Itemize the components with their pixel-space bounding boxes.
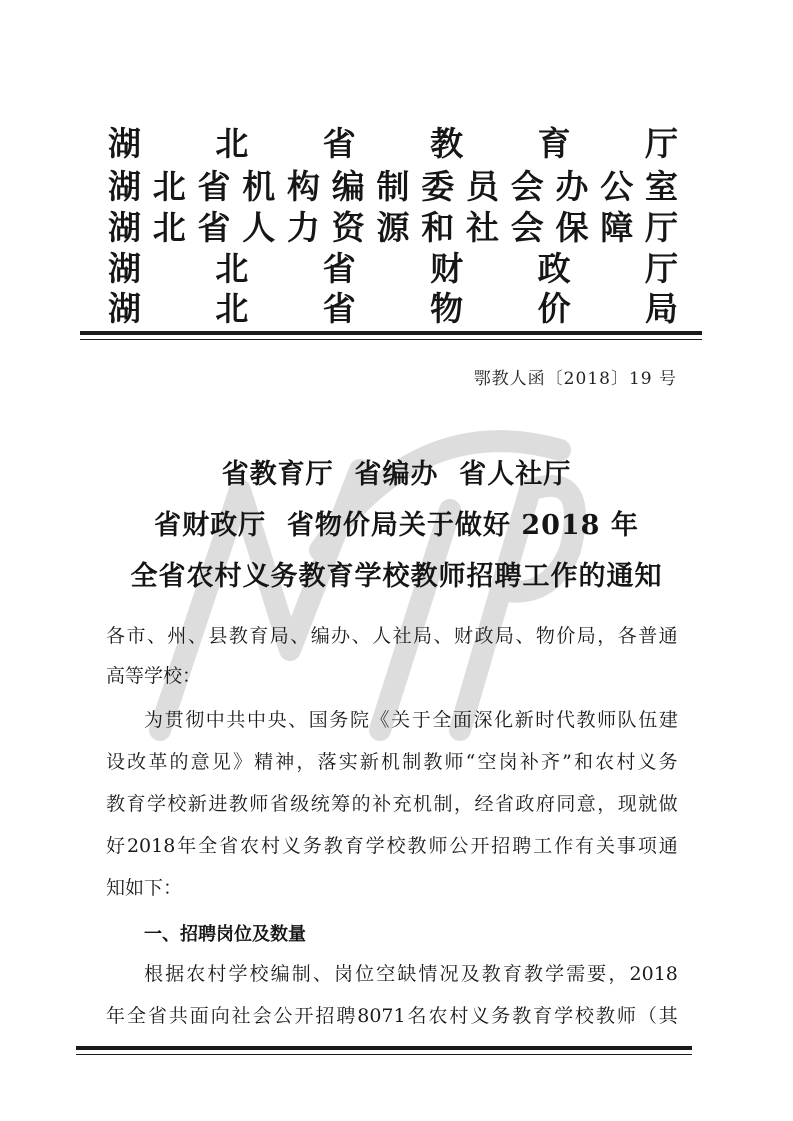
text-glyph: 招: [315, 1005, 335, 1027]
text-glyph: 经: [474, 793, 494, 815]
text-glyph: 全: [198, 835, 218, 857]
text-glyph: 通: [658, 625, 678, 647]
text-glyph: 村: [616, 751, 636, 773]
header-char: 价: [537, 289, 571, 328]
text-glyph: 义: [470, 1005, 490, 1027]
header-char: 湖: [108, 289, 141, 328]
text-glyph: 办: [331, 625, 351, 647]
text-glyph: 市: [126, 625, 146, 647]
text-glyph: 见: [211, 751, 231, 773]
text-glyph: 校: [249, 963, 269, 985]
text-glyph: ，: [296, 751, 316, 773]
text-glyph: 关: [391, 709, 411, 731]
header-char: 机: [242, 167, 276, 206]
text-glyph: 其: [658, 1005, 678, 1027]
text-glyph: 及: [460, 963, 480, 985]
text-glyph: 《: [370, 709, 390, 731]
title-line-3: 全省农村义务教育学校教师招聘工作的通知: [130, 561, 663, 592]
text-glyph: 政: [515, 793, 535, 815]
text-glyph: 2018: [629, 963, 678, 985]
text-glyph: 意: [190, 751, 210, 773]
header-char: 办: [555, 167, 589, 206]
text-glyph: 务: [329, 709, 349, 731]
text-glyph: 国: [308, 709, 328, 731]
text-glyph: 局: [494, 625, 514, 647]
text-glyph: 开: [470, 835, 490, 857]
text-glyph: 缺: [397, 963, 417, 985]
header-char: 北: [152, 167, 186, 206]
text-glyph: 育: [502, 963, 522, 985]
text-glyph: 编: [270, 963, 290, 985]
header-char: 厅: [644, 124, 678, 163]
text-glyph: 队: [617, 709, 637, 731]
text-glyph: 级: [290, 793, 310, 815]
text-glyph: 师: [597, 709, 617, 731]
text-glyph: 有: [575, 835, 595, 857]
text-glyph: 代: [555, 709, 575, 731]
text-glyph: 筹: [331, 793, 351, 815]
text-glyph: 通: [658, 835, 678, 857]
header-char: 和: [421, 208, 455, 247]
header-char: 教: [430, 124, 464, 163]
text-glyph: 师: [428, 835, 448, 857]
text-glyph: 物: [535, 625, 555, 647]
text-glyph: 事: [616, 835, 636, 857]
title-line-2: 省财政厅 省物价局关于做好 2018 年: [154, 510, 639, 541]
header-char: 省: [322, 124, 356, 163]
text-glyph: 政: [474, 625, 494, 647]
text-glyph: 神: [275, 751, 295, 773]
header-char: 厅: [644, 249, 678, 288]
header-char: 社: [466, 208, 499, 247]
text-glyph: ，: [597, 793, 617, 815]
text-glyph: 向: [210, 1005, 230, 1027]
text-glyph: 补: [372, 793, 392, 815]
text-glyph: 同: [556, 793, 576, 815]
header-char: 资: [331, 208, 365, 247]
header-char: 湖: [108, 208, 141, 247]
text-glyph: 局: [576, 625, 596, 647]
header-char: 省: [322, 289, 356, 328]
paragraph-1-line-5: 知如下：: [106, 877, 183, 899]
text-glyph: 教: [228, 625, 248, 647]
section-1-heading: 一、招聘岗位及数量: [144, 924, 306, 945]
text-glyph: 的: [169, 751, 189, 773]
text-glyph: 义: [281, 835, 301, 857]
text-glyph: 师: [249, 793, 269, 815]
text-glyph: 充: [392, 793, 412, 815]
text-glyph: 教: [595, 1005, 615, 1027]
text-glyph: 面: [452, 709, 472, 731]
paragraph-1-line-2: [106, 750, 678, 774]
header-org-line-2: [108, 169, 678, 205]
text-glyph: 年: [177, 835, 197, 857]
text-glyph: 务: [302, 835, 322, 857]
text-glyph: 落: [317, 751, 337, 773]
header-char: 财: [430, 249, 464, 288]
text-glyph: 学: [545, 963, 565, 985]
header-char: 省: [322, 249, 356, 288]
text-glyph: 进: [208, 793, 228, 815]
text-glyph: 据: [165, 963, 185, 985]
paragraph-2-line-2: [106, 1004, 678, 1028]
header-char: 委: [421, 167, 455, 206]
text-glyph: 务: [491, 1005, 511, 1027]
text-glyph: 义: [637, 751, 657, 773]
text-glyph: 空: [477, 751, 497, 773]
text-glyph: 教: [423, 751, 443, 773]
text-glyph: 、: [515, 625, 535, 647]
text-glyph: 教: [323, 835, 343, 857]
text-glyph: 好: [106, 835, 126, 857]
text-glyph: 教: [228, 793, 248, 815]
text-glyph: 时: [535, 709, 555, 731]
text-glyph: 省: [494, 793, 514, 815]
header-char: 省: [197, 167, 231, 206]
header-char: 湖: [108, 124, 141, 163]
text-glyph: 校: [575, 1005, 595, 1027]
text-glyph: 价: [556, 625, 576, 647]
text-glyph: 、: [290, 625, 310, 647]
header-char: 构: [287, 167, 320, 206]
text-glyph: 关: [595, 835, 615, 857]
text-glyph: 央: [267, 709, 287, 731]
text-glyph: 人: [372, 625, 392, 647]
text-glyph: 各: [617, 625, 637, 647]
text-glyph: 革: [148, 751, 168, 773]
text-glyph: 教: [512, 1005, 532, 1027]
header-char: 北: [215, 249, 249, 288]
text-glyph: 农: [186, 963, 206, 985]
header-char: 北: [152, 208, 186, 247]
text-glyph: ，: [597, 625, 617, 647]
header-char: 物: [430, 289, 464, 328]
text-glyph: 村: [260, 835, 280, 857]
header-char: 会: [510, 208, 544, 247]
text-glyph: 聘: [336, 1005, 356, 1027]
text-glyph: 财: [453, 625, 473, 647]
text-glyph: 制: [291, 963, 311, 985]
header-char: 编: [331, 167, 365, 206]
text-glyph: 和: [574, 751, 594, 773]
text-glyph: 8071: [357, 1005, 406, 1027]
text-glyph: 教: [481, 963, 501, 985]
text-glyph: 学: [228, 963, 248, 985]
header-rule-thick: [80, 331, 702, 335]
text-glyph: 中: [246, 709, 266, 731]
text-glyph: 省: [269, 793, 289, 815]
text-glyph: 社: [231, 1005, 251, 1027]
text-glyph: 2018: [126, 835, 176, 857]
text-glyph: 化: [494, 709, 514, 731]
text-glyph: 县: [208, 625, 228, 647]
header-char: 障: [600, 208, 634, 247]
text-glyph: 的: [351, 793, 371, 815]
header-char: 员: [466, 167, 499, 206]
header-char: 制: [376, 167, 410, 206]
header-char: 湖: [108, 167, 141, 206]
text-glyph: 公: [273, 1005, 293, 1027]
text-glyph: （: [637, 1005, 657, 1027]
text-glyph: 贯: [164, 709, 184, 731]
header-char: 厅: [645, 208, 678, 247]
text-glyph: ，: [608, 963, 628, 985]
text-glyph: 就: [638, 793, 658, 815]
paragraph-1-line-3: [106, 792, 678, 816]
text-glyph: 全: [432, 709, 452, 731]
text-glyph: 实: [338, 751, 358, 773]
text-glyph: 普: [638, 625, 658, 647]
text-glyph: 设: [106, 751, 126, 773]
text-glyph: 全: [126, 1005, 146, 1027]
text-glyph: “: [465, 751, 476, 773]
header-char: 室: [645, 167, 678, 206]
text-glyph: 、: [288, 709, 308, 731]
text-glyph: 根: [144, 963, 164, 985]
text-glyph: 况: [439, 963, 459, 985]
text-glyph: 各: [106, 625, 126, 647]
text-glyph: 机: [381, 751, 401, 773]
text-glyph: 新: [187, 793, 207, 815]
text-glyph: 做: [658, 793, 678, 815]
text-glyph: 彻: [185, 709, 205, 731]
text-glyph: 》: [232, 751, 252, 773]
text-glyph: 要: [587, 963, 607, 985]
text-glyph: 、: [433, 625, 453, 647]
text-glyph: 会: [252, 1005, 272, 1027]
header-char: 湖: [108, 249, 141, 288]
header-rule-thin: [80, 339, 702, 340]
text-glyph: 学: [146, 793, 166, 815]
text-glyph: 作: [554, 835, 574, 857]
text-glyph: 中: [205, 709, 225, 731]
document-number: 鄂教人函〔2018〕19 号: [473, 369, 677, 389]
recipients-line-1: [106, 624, 678, 648]
text-glyph: 省: [219, 835, 239, 857]
text-glyph: 共: [226, 709, 246, 731]
text-glyph: 务: [658, 751, 678, 773]
text-glyph: 开: [294, 1005, 314, 1027]
text-glyph: 农: [595, 751, 615, 773]
text-glyph: 意: [576, 793, 596, 815]
header-char: 人: [242, 208, 276, 247]
title-line-1: 省教育厅 省编办 省人社厅: [221, 459, 572, 490]
text-glyph: 农: [240, 835, 260, 857]
text-glyph: 名: [407, 1005, 427, 1027]
text-glyph: 招: [491, 835, 511, 857]
text-glyph: 校: [167, 793, 187, 815]
paragraph-1-line-4: [106, 834, 678, 858]
text-glyph: 项: [637, 835, 657, 857]
text-glyph: 省: [147, 1005, 167, 1027]
text-glyph: 学: [365, 835, 385, 857]
text-glyph: ”: [562, 751, 572, 773]
text-glyph: 院: [349, 709, 369, 731]
text-glyph: 农: [428, 1005, 448, 1027]
text-glyph: 岗: [498, 751, 518, 773]
text-glyph: 新: [359, 751, 379, 773]
text-glyph: 于: [411, 709, 431, 731]
text-glyph: 岗: [333, 963, 353, 985]
text-glyph: 育: [344, 835, 364, 857]
text-glyph: 共: [168, 1005, 188, 1027]
text-glyph: 编: [310, 625, 330, 647]
text-glyph: 伍: [638, 709, 658, 731]
text-glyph: 制: [402, 751, 422, 773]
text-glyph: 、: [312, 963, 332, 985]
text-glyph: 村: [207, 963, 227, 985]
text-glyph: 统: [310, 793, 330, 815]
text-glyph: 精: [254, 751, 274, 773]
text-glyph: 育: [249, 625, 269, 647]
text-glyph: 工: [533, 835, 553, 857]
text-glyph: 、: [187, 625, 207, 647]
text-glyph: 聘: [512, 835, 532, 857]
header-char: 育: [537, 124, 571, 163]
text-glyph: 补: [519, 751, 539, 773]
footer-rule-thick: [76, 1046, 692, 1050]
text-glyph: 为: [144, 709, 164, 731]
header-char: 局: [644, 289, 678, 328]
text-glyph: 空: [376, 963, 396, 985]
text-glyph: 局: [413, 625, 433, 647]
text-glyph: 、: [146, 625, 166, 647]
text-glyph: 改: [127, 751, 147, 773]
text-glyph: ，: [453, 793, 473, 815]
text-glyph: 育: [126, 793, 146, 815]
header-char: 源: [376, 208, 410, 247]
text-glyph: 教: [576, 709, 596, 731]
text-glyph: 教: [106, 793, 126, 815]
text-glyph: 机: [413, 793, 433, 815]
text-glyph: 教: [407, 835, 427, 857]
text-glyph: 情: [418, 963, 438, 985]
header-char: 保: [555, 208, 589, 247]
text-glyph: 现: [617, 793, 637, 815]
header-org-line-3: [108, 210, 678, 246]
text-glyph: 位: [355, 963, 375, 985]
paragraph-2-line-1: [144, 962, 678, 986]
text-glyph: 年: [106, 1005, 126, 1027]
text-glyph: 深: [473, 709, 493, 731]
header-char: 省: [197, 208, 231, 247]
text-glyph: 府: [535, 793, 555, 815]
text-glyph: 需: [566, 963, 586, 985]
text-glyph: 公: [449, 835, 469, 857]
header-char: 北: [215, 289, 249, 328]
text-glyph: 制: [433, 793, 453, 815]
text-glyph: 州: [167, 625, 187, 647]
header-char: 北: [215, 124, 249, 163]
text-glyph: 局: [269, 625, 289, 647]
text-glyph: 教: [523, 963, 543, 985]
header-org-line-5: [108, 291, 678, 327]
header-char: 会: [510, 167, 544, 206]
header-char: 力: [287, 208, 320, 247]
text-glyph: 新: [514, 709, 534, 731]
header-org-line-1: [108, 126, 678, 162]
text-glyph: 面: [189, 1005, 209, 1027]
text-glyph: 师: [616, 1005, 636, 1027]
text-glyph: 、: [351, 625, 371, 647]
text-glyph: 育: [533, 1005, 553, 1027]
header-org-line-4: [108, 251, 678, 287]
text-glyph: 师: [444, 751, 464, 773]
text-glyph: 社: [392, 625, 412, 647]
text-glyph: 建: [658, 709, 678, 731]
text-glyph: 学: [554, 1005, 574, 1027]
header-char: 公: [600, 167, 634, 206]
paragraph-1-line-1: [144, 708, 678, 732]
header-char: 政: [537, 249, 571, 288]
text-glyph: 村: [449, 1005, 469, 1027]
text-glyph: 校: [386, 835, 406, 857]
recipients-line-2: 高等学校：: [106, 665, 202, 687]
text-glyph: 齐: [540, 751, 560, 773]
footer-rule-thin: [76, 1054, 692, 1055]
